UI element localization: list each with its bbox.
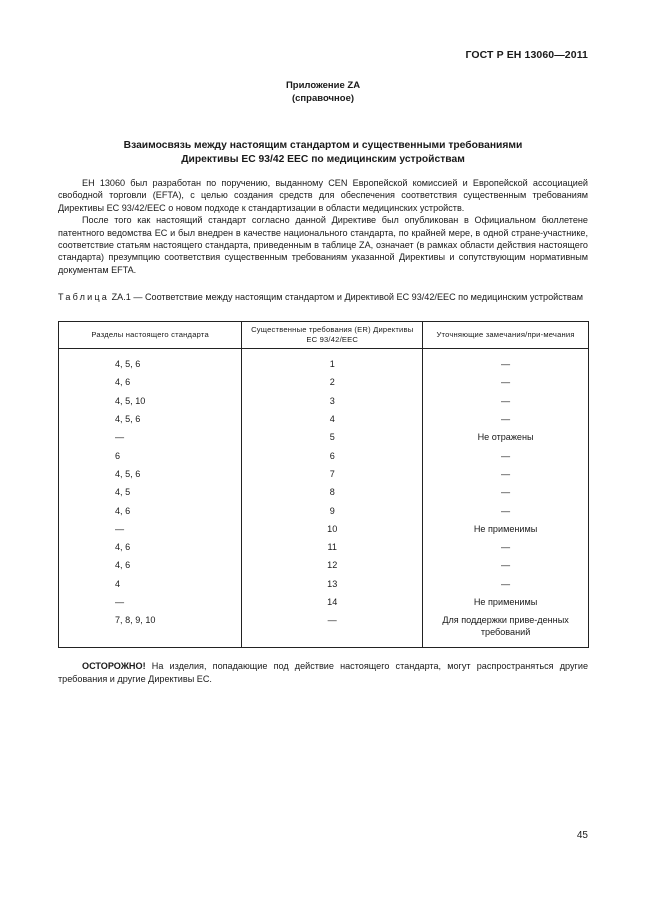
- cell-notes: Не применимы: [423, 520, 589, 538]
- cell-notes: Не отражены: [423, 428, 589, 446]
- cell-sections: —: [59, 520, 242, 538]
- cell-notes: —: [423, 575, 589, 593]
- table-row: [59, 465, 589, 483]
- cell-notes: —: [423, 410, 589, 428]
- cell-notes: —: [423, 556, 589, 574]
- correspondence-table: [58, 321, 589, 648]
- cell-er: 8: [242, 483, 423, 501]
- cell-sections: 4, 5, 6: [59, 349, 242, 374]
- paragraph-1: ЕН 13060 был разработан по поручению, выданному CEN Европейской комиссией и Европейской ассоциацией свободной торговли (EFTA), с целью создания средств для обеспечения соответствия существенным требованиям Директивы ЕС 93/42/ЕЕС о новом подходе к стандартизации в области медицинских устройств.: [58, 178, 588, 213]
- table-row: [59, 611, 589, 648]
- cell-sections: 4: [59, 575, 242, 593]
- table-row: [59, 410, 589, 428]
- cell-er: 3: [242, 392, 423, 410]
- cell-sections: 4, 6: [59, 538, 242, 556]
- cell-sections: 4, 6: [59, 373, 242, 391]
- cell-sections: 4, 6: [59, 556, 242, 574]
- cell-notes: —: [423, 349, 589, 374]
- cell-er: 2: [242, 373, 423, 391]
- cell-er: 5: [242, 428, 423, 446]
- section-title-line1: Взаимосвязь между настоящим стандартом и существенными требованиями: [123, 140, 523, 151]
- cell-sections: —: [59, 428, 242, 446]
- cell-notes: —: [423, 373, 589, 391]
- cell-notes: —: [423, 483, 589, 501]
- cell-er: 12: [242, 556, 423, 574]
- section-title: [60, 139, 586, 167]
- cell-notes: —: [423, 538, 589, 556]
- table-row: [59, 428, 589, 446]
- cell-sections: 4, 5, 6: [59, 410, 242, 428]
- cell-er: —: [242, 611, 423, 648]
- table-row: [59, 392, 589, 410]
- warning-note: [58, 660, 588, 685]
- header-essential-requirements: Существенные требования (ER) Директивы ЕС 93/42/ЕЕС: [242, 322, 423, 349]
- table-row: [59, 556, 589, 574]
- cell-notes: Для поддержки приве-денных требований: [423, 611, 589, 648]
- cell-er: 10: [242, 520, 423, 538]
- cell-sections: 4, 5: [59, 483, 242, 501]
- header-notes: Уточняющие замечания/при-мечания: [423, 322, 589, 349]
- cell-er: 14: [242, 593, 423, 611]
- cell-notes: —: [423, 392, 589, 410]
- cell-er: 1: [242, 349, 423, 374]
- standard-id: ГОСТ Р ЕН 13060—2011: [465, 49, 588, 61]
- cell-er: 7: [242, 465, 423, 483]
- cell-er: 11: [242, 538, 423, 556]
- warning-label: ОСТОРОЖНО!: [82, 661, 146, 671]
- cell-notes: —: [423, 465, 589, 483]
- annex-kind: (справочное): [291, 92, 355, 104]
- table-header-row: [59, 322, 589, 349]
- table-row: [59, 446, 589, 464]
- annex-title: Приложение ZA: [285, 80, 361, 91]
- cell-notes: Не применимы: [423, 593, 589, 611]
- table-caption-text: ZA.1 — Соответствие между настоящим стандартом и Директивой ЕС 93/42/ЕЕС по медицинским устройствам: [109, 292, 583, 302]
- cell-er: 9: [242, 501, 423, 519]
- paragraph-2: После того как настоящий стандарт согласно данной Директиве был опубликован в Официальном бюллетене патентного ведомства ЕС и был внедрен в качестве национального стандарта, по крайней мере, в одной стране-участнике, соответствие статьям настоящего стандарта, приведенным в таблице ZA, означает (в рамках области действия настоящего стандарта) презумпцию соответствия существенным требованиям указанной Директивы и сопутствующим нормативным документам EFTA.: [58, 215, 588, 275]
- page-number: 45: [576, 830, 588, 841]
- table-row: [59, 483, 589, 501]
- table-caption: [58, 291, 590, 303]
- section-title-line2: Директивы ЕС 93/42 ЕЕС по медицинским устройствам: [181, 154, 465, 165]
- table-row: [59, 575, 589, 593]
- table-row: [59, 501, 589, 519]
- table-row: [59, 349, 589, 374]
- cell-sections: —: [59, 593, 242, 611]
- cell-er: 4: [242, 410, 423, 428]
- annex-heading: [0, 80, 646, 105]
- body-text: [58, 177, 588, 276]
- cell-er: 6: [242, 446, 423, 464]
- table-row: [59, 373, 589, 391]
- cell-sections: 6: [59, 446, 242, 464]
- cell-notes: —: [423, 446, 589, 464]
- table-row: [59, 538, 589, 556]
- cell-sections: 7, 8, 9, 10: [59, 611, 242, 648]
- table-row: [59, 520, 589, 538]
- cell-sections: 4, 5, 10: [59, 392, 242, 410]
- cell-notes: —: [423, 501, 589, 519]
- cell-sections: 4, 6: [59, 501, 242, 519]
- warning-text: На изделия, попадающие под действие настоящего стандарта, могут распространяться другие требования и другие Директивы ЕС.: [58, 661, 588, 684]
- table-row: [59, 593, 589, 611]
- header-sections: Разделы настоящего стандарта: [59, 322, 242, 349]
- cell-sections: 4, 5, 6: [59, 465, 242, 483]
- table-caption-label: Таблица: [58, 292, 110, 302]
- cell-er: 13: [242, 575, 423, 593]
